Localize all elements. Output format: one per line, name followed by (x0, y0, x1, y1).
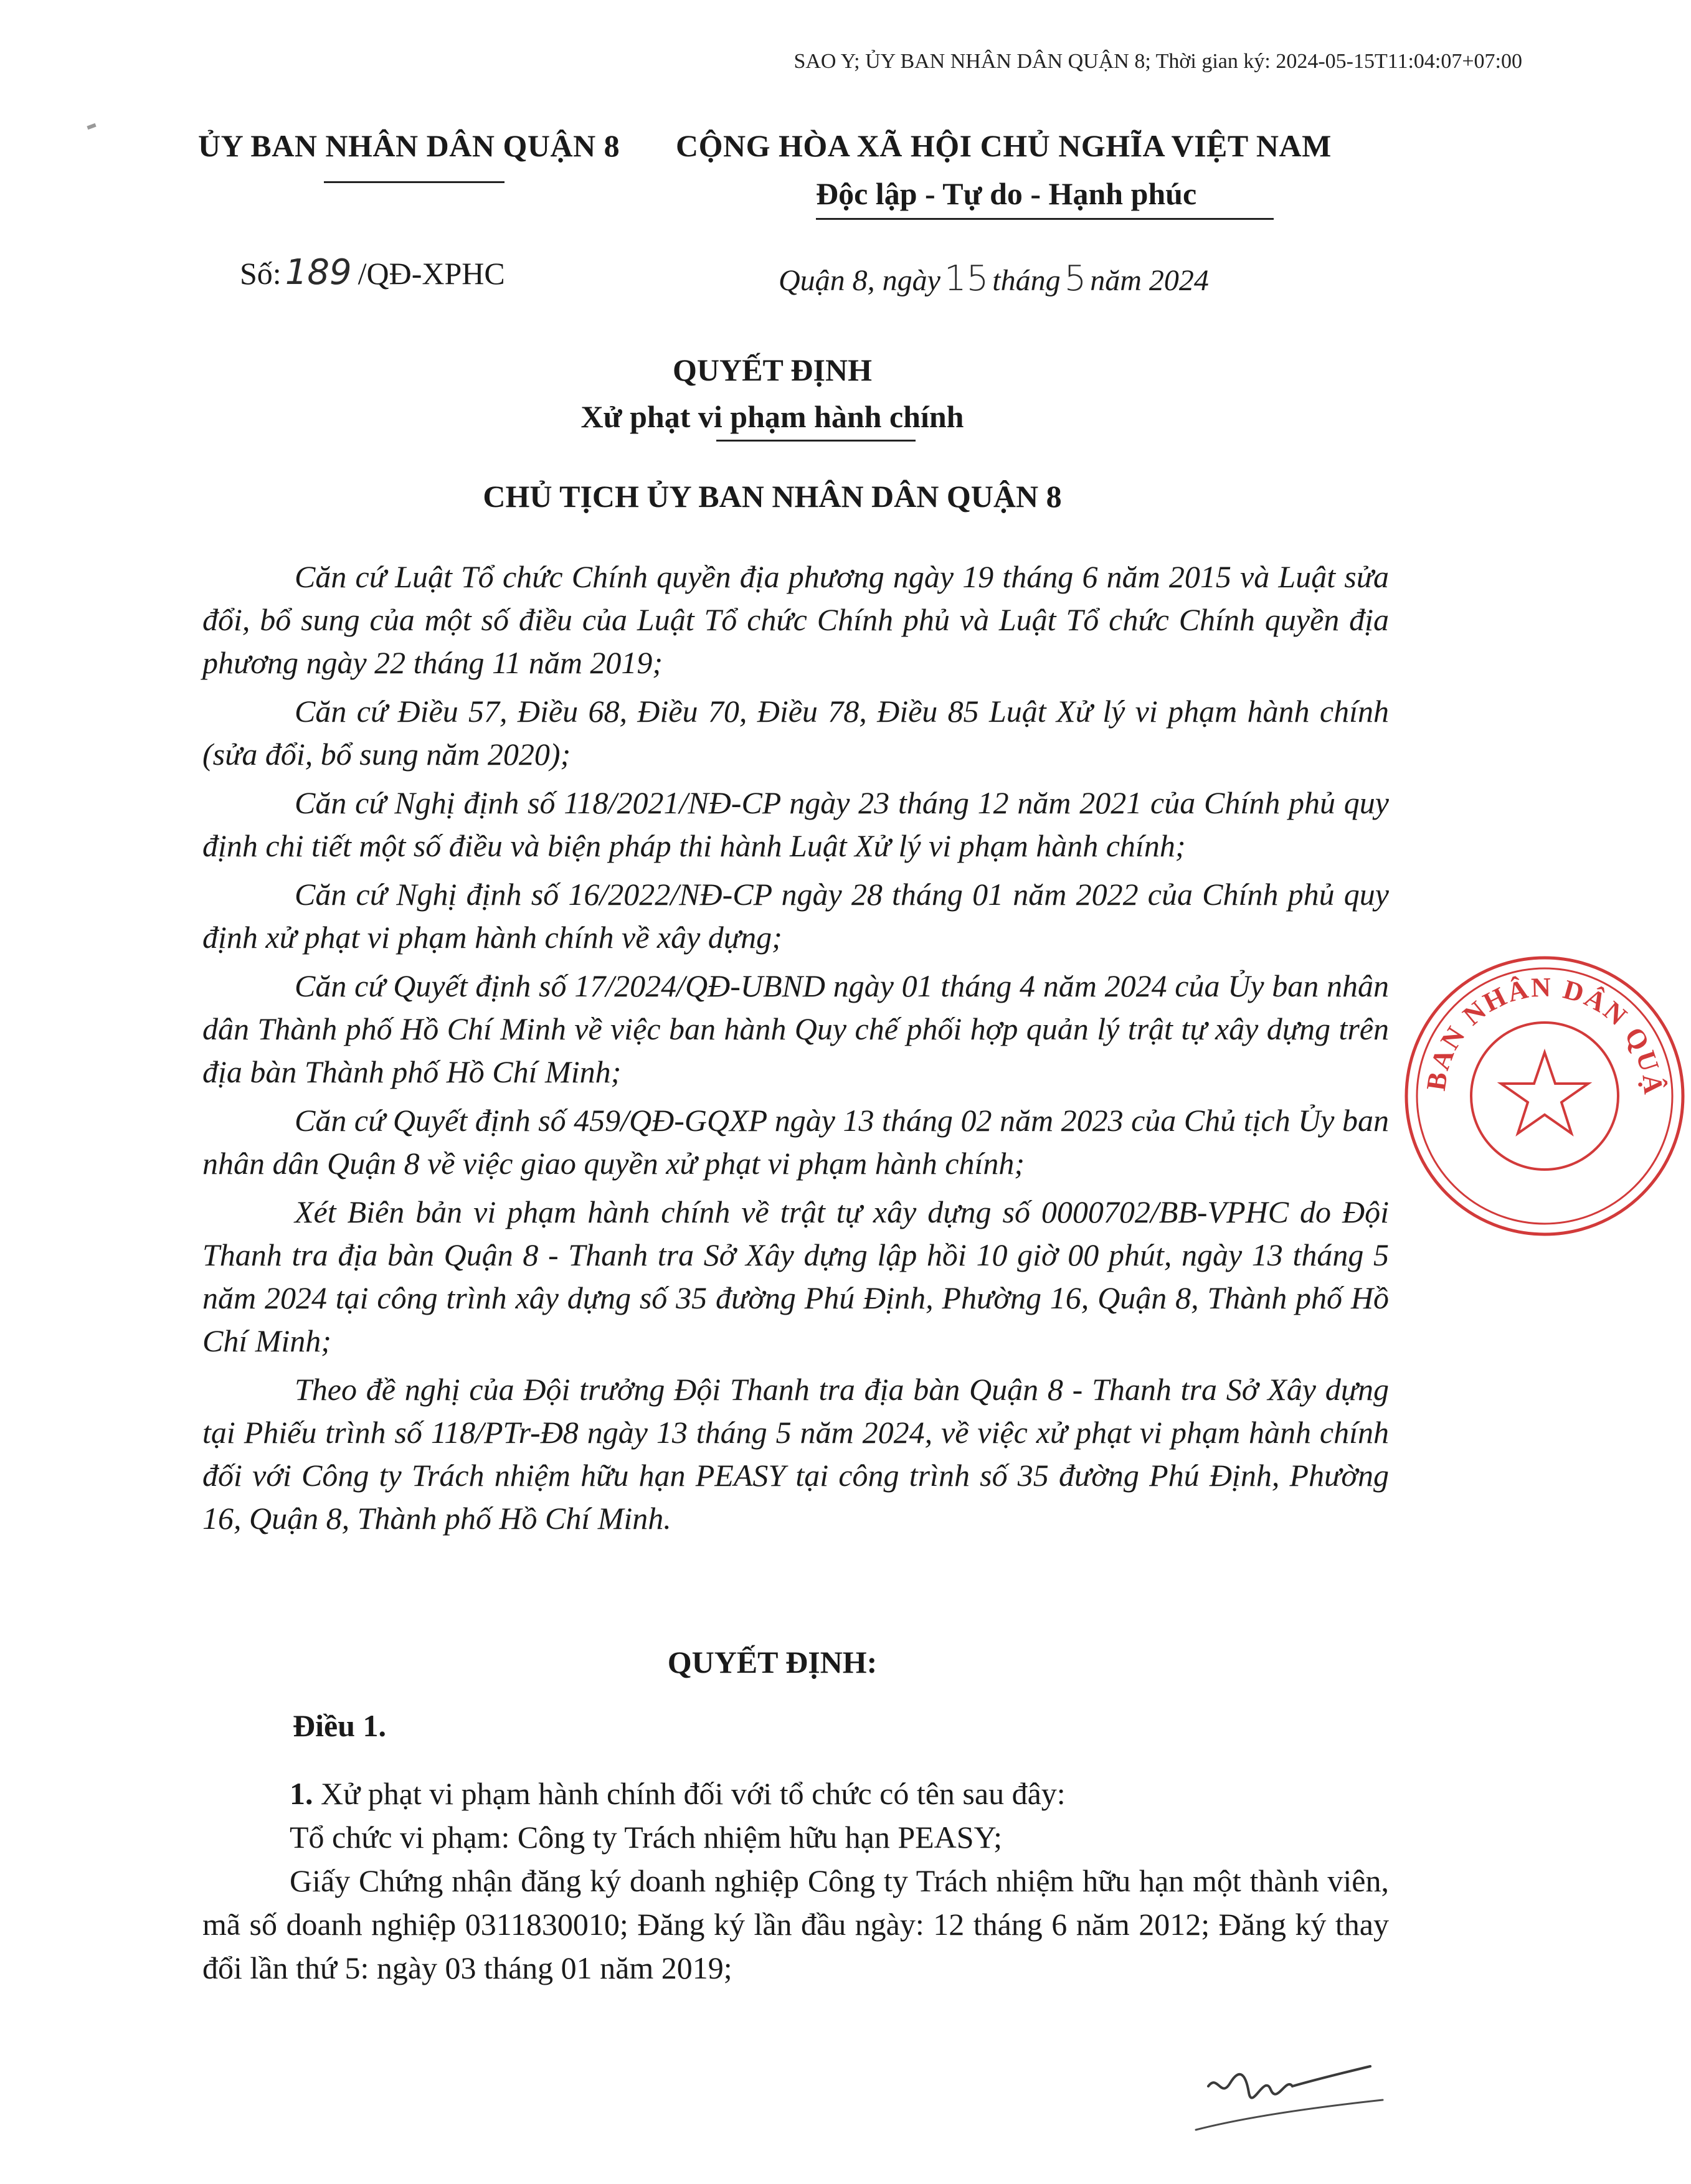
decision-title: QUYẾT ĐỊNH (673, 352, 872, 387)
legal-basis-paragraph: Căn cứ Luật Tổ chức Chính quyền địa phương ngày 19 tháng 6 năm 2015 và Luật sửa đổi, bổ sung của một số điều của Luật Tổ chức Chính phủ và Luật Tổ chức Chính quyền địa phương ngày 22 tháng 11 năm 2019; (202, 559, 1389, 680)
seal-text: BAN NHÂN DÂN QUẬ (1420, 971, 1669, 1098)
item-text: Xử phạt vi phạm hành chính đối với tổ chức có tên sau đây: (321, 1776, 1066, 1811)
country-name: CỘNG HÒA XÃ HỘI CHỦ NGHĨA VIỆT NAM (676, 128, 1332, 163)
motto-underline (816, 218, 1274, 220)
article-1-heading: Điều 1. (293, 1708, 386, 1743)
number-prefix: Số: (240, 256, 282, 291)
handwritten-day: 15 (944, 258, 989, 299)
handwritten-month: 5 (1064, 258, 1087, 299)
decision-subject: Xử phạt vi phạm hành chính (580, 399, 964, 434)
registration-line: Giấy Chứng nhận đăng ký doanh nghiệp Công ty Trách nhiệm hữu hạn một thành viên, mã số doanh nghiệp 0311830010; Đăng ký lần đầu ngày: 12 tháng 6 năm 2012; Đăng ký thay đổi lần thứ 5: ngày 03 tháng 01 năm 2019; (202, 1863, 1389, 1985)
violator-line: Tổ chức vi phạm: Công ty Trách nhiệm hữu hạn PEASY; (290, 1820, 1002, 1855)
item-number: 1. (290, 1776, 313, 1811)
legal-basis-paragraph: Căn cứ Quyết định số 17/2024/QĐ-UBND ngày 01 tháng 4 năm 2024 của Ủy ban nhân dân Thành phố Hồ Chí Minh về việc ban hành Quy chế phối hợp quản lý trật tự xây dựng trên địa bàn Thành phố Hồ Chí Minh; (202, 968, 1389, 1089)
initials-signature (1183, 2049, 1395, 2149)
document-number (240, 252, 505, 293)
copy-stamp: SAO Y; ỦY BAN NHÂN DÂN QUẬN 8; Thời gian ký: 2024-05-15T11:04:07+07:00 (793, 50, 1522, 73)
month-label: tháng (992, 264, 1061, 297)
date-place: Quận 8, ngày (779, 264, 940, 297)
legal-basis-paragraph: Căn cứ Nghị định số 118/2021/NĐ-CP ngày 23 tháng 12 năm 2021 của Chính phủ quy định chi tiết một số điều và biện pháp thi hành Luật Xử lý vi phạm hành chính; (202, 785, 1389, 863)
decision-heading: QUYẾT ĐỊNH: (667, 1645, 878, 1680)
legal-basis-paragraph: Căn cứ Quyết định số 459/QĐ-GQXP ngày 13 tháng 02 năm 2023 của Chủ tịch Ủy ban nhân dân Quận 8 về việc giao quyền xử phạt vi phạm hành chính; (202, 1103, 1389, 1181)
article-1-item (202, 1772, 1389, 1815)
legal-basis-paragraph: Xét Biên bản vi phạm hành chính về trật tự xây dựng số 0000702/BB-VPHC do Đội Thanh tra địa bàn Quận 8 - Thanh tra Sở Xây dựng lập hồi 10 giờ 00 phút, ngày 13 tháng 5 năm 2024 tại công trình xây dựng số 35 đường Phú Định, Phường 16, Quận 8, Thành phố Hồ Chí Minh; (202, 1194, 1389, 1358)
legal-basis-paragraph: Căn cứ Điều 57, Điều 68, Điều 70, Điều 78, Điều 85 Luật Xử lý vi phạm hành chính (sửa đổi, bổ sung năm 2020); (202, 694, 1389, 772)
subject-underline (716, 440, 916, 442)
issuer-underline (324, 181, 504, 183)
legal-basis-paragraph: Theo đề nghị của Đội trưởng Đội Thanh tra địa bàn Quận 8 - Thanh tra Sở Xây dựng tại Phiếu trình số 118/PTr-Đ8 ngày 13 tháng 5 năm 2024, về việc xử phạt vi phạm hành chính đối với Công ty Trách nhiệm hữu hạn PEASY tại công trình số 35 đường Phú Định, Phường 16, Quận 8, Thành phố Hồ Chí Minh. (202, 1372, 1389, 1536)
year-label: năm 2024 (1090, 264, 1209, 297)
scan-mark (87, 123, 96, 130)
legal-basis-paragraph: Căn cứ Nghị định số 16/2022/NĐ-CP ngày 28 tháng 01 năm 2022 của Chính phủ quy định xử phạt vi phạm hành chính về xây dựng; (202, 877, 1389, 955)
seal-inner-ring (1417, 968, 1672, 1224)
seal-star-icon (1501, 1052, 1588, 1133)
number-suffix: /QĐ-XPHC (358, 256, 505, 291)
official-seal (1398, 950, 1669, 1242)
authority-title: CHỦ TỊCH ỦY BAN NHÂN DÂN QUẬN 8 (483, 479, 1062, 514)
article-1-body (202, 1772, 1389, 1990)
issue-date (779, 258, 1209, 299)
seal-emblem-ring (1471, 1023, 1618, 1170)
legal-bases (202, 555, 1389, 1540)
national-motto: Độc lập - Tự do - Hạnh phúc (816, 176, 1197, 211)
handwritten-number: 189 (285, 252, 352, 293)
issuer-name: ỦY BAN NHÂN DÂN QUẬN 8 (198, 128, 620, 163)
